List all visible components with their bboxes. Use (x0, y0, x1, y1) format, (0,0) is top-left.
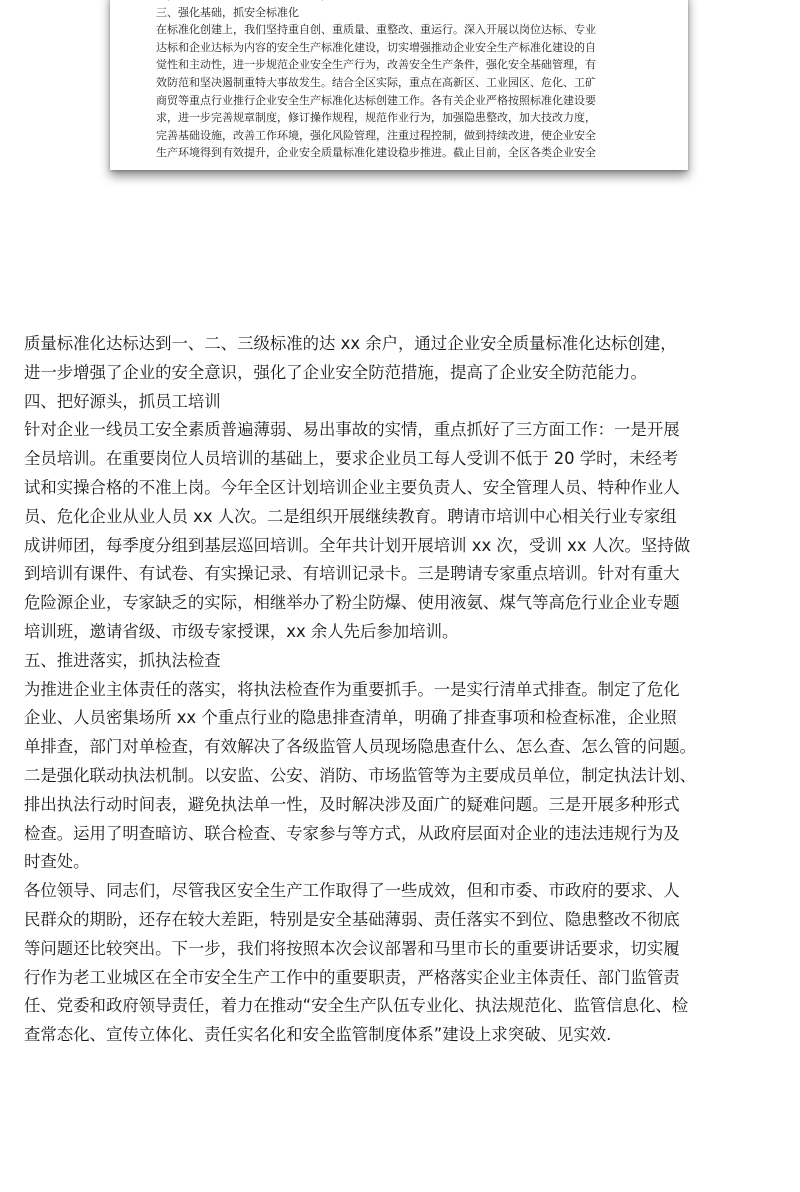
body-line: 查常态化、宣传立体化、责任实名化和安全监管制度体系”建设上求突破、见实效. (24, 1025, 612, 1045)
card-text-line: 觉性和主动性，进一步规范企业安全生产行为，改善安全生产条件，强化安全基础管理，有 (156, 58, 596, 72)
body-line: 到培训有课件、有试卷、有实操记录、有培训记录卡。三是聘请专家重点培训。针对有重大 (24, 564, 680, 584)
body-line: 进一步增强了企业的安全意识，强化了企业安全防范措施，提高了企业安全防范能力。 (24, 362, 647, 382)
card-text-line: 商贸等重点行业推行企业安全生产标准化达标创建工作。各有关企业严格按照标准化建设要 (156, 93, 596, 107)
body-line: 培训班，邀请省级、市级专家授课，xx 余人先后参加培训。 (24, 621, 459, 641)
body-line: 危险源企业，专家缺乏的实际，相继举办了粉尘防爆、使用液氨、煤气等高危行业企业专题 (24, 593, 680, 613)
body-line: 全员培训。在重要岗位人员培训的基础上，要求企业员工每人受训不低于 20 学时，未经考 (24, 449, 679, 469)
body-line: 行作为老工业城区在全市安全生产工作中的重要职责，严格落实企业主体责任、部门监管责 (24, 967, 680, 987)
body-line: 排出执法行动时间表，避免执法单一性，及时解决涉及面广的疑难问题。三是开展多种形式 (24, 794, 680, 814)
body-line: 等问题还比较突出。下一步，我们将按照本次会议部署和马里市长的重要讲话要求，切实履 (24, 938, 680, 958)
card-text-line: 效防范和坚决遏制重特大事故发生。结合全区实际，重点在高新区、工业园区、危化、工矿 (156, 76, 596, 89)
body-line: 民群众的期盼，还存在较大差距，特别是安全基础薄弱、责任落实不到位、隐患整改不彻底 (24, 909, 680, 929)
body-line: 员、危化企业从业人员 xx 人次。二是组织开展继续教育。聘请市培训中心相关行业专家组 (24, 506, 677, 526)
body-line: 二是强化联动执法机制。以安监、公安、消防、市场监管等为主要成员单位，制定执法计划、 (24, 765, 697, 785)
body-line: 单排查，部门对单检查，有效解决了各级监管人员现场隐患查什么、怎么查、怎么管的问题。 (24, 737, 697, 757)
card-heading: 三、强化基础，抓安全标准化 (156, 5, 299, 19)
body-line: 针对企业一线员工安全素质普遍薄弱、易出事故的实情，重点抓好了三方面工作：一是开展 (24, 420, 680, 440)
card-text-line: 生产环境得到有效提升，企业安全质量标准化建设稳步推进。截止目前，全区各类企业安全 (156, 146, 596, 160)
body-line: 各位领导、同志们，尽管我区安全生产工作取得了一些成效，但和市委、市政府的要求、人 (24, 881, 680, 901)
document-body (24, 330, 784, 1050)
card-text-line: 达标和企业达标为内容的安全生产标准化建设，切实增强推动企业安全生产标准化建设的自 (156, 40, 596, 54)
body-line: 质量标准化达标达到一、二、三级标准的达 xx 余户，通过企业安全质量标准化达标创建， (24, 334, 677, 353)
body-line: 成讲师团，每季度分组到基层巡回培训。全年共计划开展培训 xx 次，受训 xx 人次。坚持做 (24, 535, 691, 555)
card-text-line: 完善基础设施，改善工作环境，强化风险管理，注重过程控制，做到持续改进，使企业安全 (156, 128, 596, 142)
body-line: 为推进企业主体责任的落实，将执法检查作为重要抓手。一是实行清单式排查。制定了危化 (24, 679, 680, 699)
card-text-line: 在标准化创建上，我们坚持重自创、重质量、重整改、重运行。深入开展以岗位达标、专业 (156, 23, 596, 37)
body-line: 企业、人员密集场所 xx 个重点行业的隐患排查清单，明确了排查事项和检查标准，企业照 (24, 708, 677, 728)
document-preview-card (110, 0, 688, 170)
body-line: 任、党委和政府领导责任，着力在推动“安全生产队伍专业化、执法规范化、监管信息化、检 (24, 996, 689, 1016)
section-heading-4: 四、把好源头，抓员工培训 (24, 391, 221, 411)
body-line: 试和实操合格的不准上岗。今年全区计划培训企业主要负责人、安全管理人员、特种作业人 (24, 477, 680, 497)
body-line: 时查处。 (24, 852, 90, 872)
body-line: 检查。运用了明查暗访、联合检查、专家参与等方式，从政府层面对企业的违法违规行为及 (24, 823, 680, 843)
card-text-line: 求，进一步完善规章制度，修订操作规程，规范作业行为，加强隐患整改，加大技改力度， (156, 111, 596, 125)
section-heading-5: 五、推进落实，抓执法检查 (24, 650, 221, 670)
